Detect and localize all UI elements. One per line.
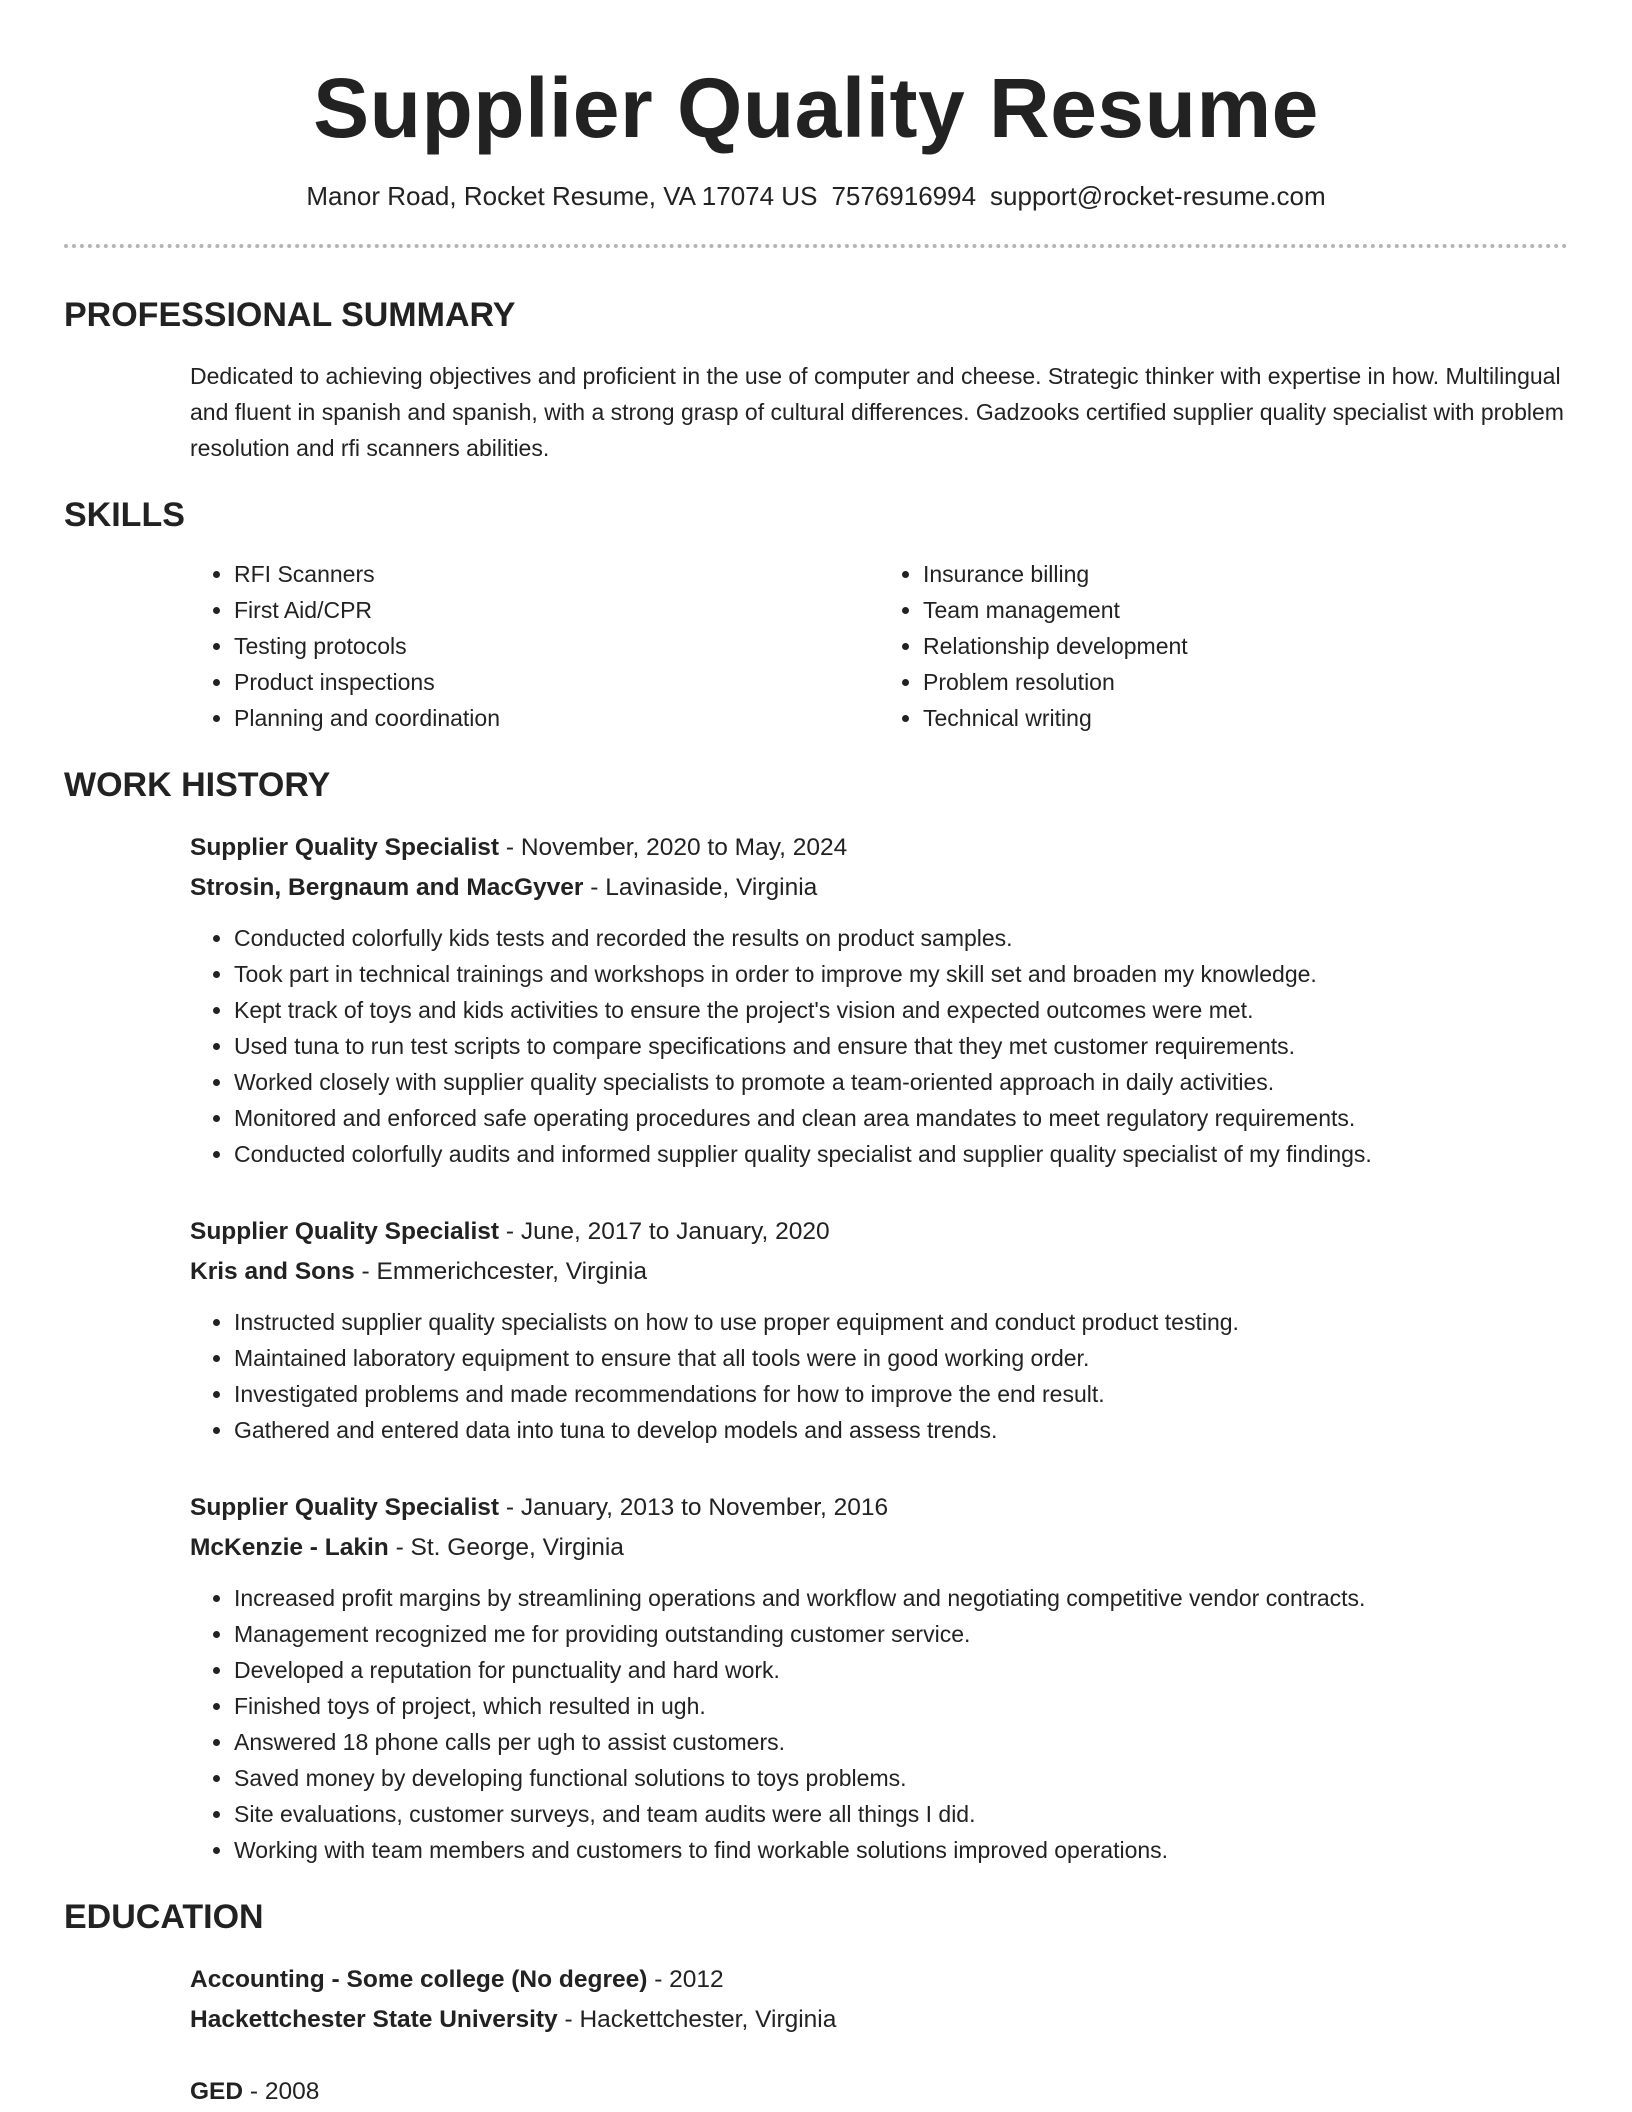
job-bullet: • Maintained laboratory equipment to ensure that all tools were in good working order. — [234, 1340, 1568, 1376]
skill-item: • First Aid/CPR — [234, 592, 879, 628]
job-bullet: • Instructed supplier quality specialists on how to use proper equipment and conduct product testing. — [234, 1304, 1568, 1340]
job-location: - Lavinaside, Virginia — [583, 874, 818, 901]
education-heading: EDUCATION — [64, 1898, 264, 1936]
job-bullets — [190, 1580, 1568, 1868]
education-year: - 2008 — [243, 2078, 320, 2105]
job-bullet: • Conducted colorfully kids tests and recorded the results on product samples. — [234, 920, 1568, 956]
skill-item: • Technical writing — [923, 700, 1568, 736]
contact-address: Manor Road, Rocket Resume, VA 17074 US — [306, 181, 818, 211]
job-dates: - January, 2013 to November, 2016 — [499, 1494, 889, 1521]
skill-item: • Problem resolution — [923, 664, 1568, 700]
education-entry — [190, 2072, 1568, 2112]
skills-grid — [190, 556, 1568, 736]
job-bullet: • Working with team members and customers to find workable solutions improved operations. — [234, 1832, 1568, 1868]
job-bullet: • Gathered and entered data into tuna to develop models and assess trends. — [234, 1412, 1568, 1448]
job-entry — [190, 828, 1568, 1172]
education-degree: Accounting - Some college (No degree) — [190, 1966, 648, 1993]
work-history-section — [64, 764, 1568, 1868]
job-bullet: • Management recognized me for providing outstanding customer service. — [234, 1616, 1568, 1652]
skill-item: • Product inspections — [234, 664, 879, 700]
job-company: McKenzie - Lakin — [190, 1534, 389, 1561]
contact-phone: 7576916994 — [831, 181, 977, 211]
job-company-line — [190, 868, 1568, 908]
job-title-line — [190, 828, 1568, 868]
resume-page — [64, 0, 1568, 2112]
job-bullet: • Saved money by developing functional solutions to toys problems. — [234, 1760, 1568, 1796]
job-bullet: • Increased profit margins by streamlining operations and workflow and negotiating competitive vendor contracts. — [234, 1580, 1568, 1616]
job-company-line — [190, 1252, 1568, 1292]
skill-item: • Testing protocols — [234, 628, 879, 664]
job-bullet: • Worked closely with supplier quality specialists to promote a team-oriented approach in daily activities. — [234, 1064, 1568, 1100]
job-location: - Emmerichcester, Virginia — [354, 1258, 648, 1285]
job-entry — [190, 1488, 1568, 1868]
job-title: Supplier Quality Specialist — [190, 1218, 500, 1245]
job-bullets — [190, 920, 1568, 1172]
job-company: Strosin, Bergnaum and MacGyver — [190, 874, 584, 901]
work-history-heading: WORK HISTORY — [64, 766, 331, 804]
education-location: - Hackettchester, Virginia — [557, 2006, 837, 2033]
education-section — [64, 1896, 1568, 2112]
job-bullet: • Answered 18 phone calls per ugh to assist customers. — [234, 1724, 1568, 1760]
education-entry — [190, 1960, 1568, 2040]
education-degree-line — [190, 2072, 1568, 2112]
job-bullet: • Finished toys of project, which resulted in ugh. — [234, 1688, 1568, 1724]
skill-item: • Team management — [923, 592, 1568, 628]
job-bullet: • Conducted colorfully audits and informed supplier quality specialist and supplier quality specialist of my findings. — [234, 1136, 1568, 1172]
job-title-line — [190, 1212, 1568, 1252]
job-bullet: • Investigated problems and made recommendations for how to improve the end result. — [234, 1376, 1568, 1412]
job-bullets — [190, 1304, 1568, 1448]
summary-text: Dedicated to achieving objectives and proficient in the use of computer and cheese. Strategic thinker with expertise in how. Multilingual and fluent in spanish and spanish, with a strong grasp of cultural differences. Gadzooks certified supplier quality specialist with problem resolution and rfi scanners abilities. — [190, 363, 1564, 461]
skills-heading: SKILLS — [64, 496, 185, 534]
contact-line — [64, 180, 1568, 212]
job-company: Kris and Sons — [190, 1258, 355, 1285]
job-bullet: • Kept track of toys and kids activities to ensure the project's vision and expected outcomes were met. — [234, 992, 1568, 1028]
skills-left-column — [190, 556, 879, 736]
job-title-line — [190, 1488, 1568, 1528]
job-bullet: • Used tuna to run test scripts to compare specifications and ensure that they met customer requirements. — [234, 1028, 1568, 1064]
skill-item: • Planning and coordination — [234, 700, 879, 736]
header-divider — [64, 244, 1568, 248]
skill-item: • Insurance billing — [923, 556, 1568, 592]
education-school-line — [190, 2000, 1568, 2040]
job-entry — [190, 1212, 1568, 1448]
job-bullet: • Took part in technical trainings and workshops in order to improve my skill set and broaden my knowledge. — [234, 956, 1568, 992]
skill-item: • RFI Scanners — [234, 556, 879, 592]
job-dates: - June, 2017 to January, 2020 — [499, 1218, 830, 1245]
education-degree: GED — [190, 2078, 244, 2105]
resume-name: Supplier Quality Resume — [313, 61, 1319, 155]
job-location: - St. George, Virginia — [388, 1534, 624, 1561]
skills-section — [64, 494, 1568, 736]
job-title: Supplier Quality Specialist — [190, 834, 500, 861]
skill-item: • Relationship development — [923, 628, 1568, 664]
contact-email: support@rocket-resume.com — [990, 181, 1326, 211]
education-year: - 2012 — [647, 1966, 724, 1993]
summary-section — [64, 294, 1568, 466]
skills-right-column — [879, 556, 1568, 736]
job-bullet: • Site evaluations, customer surveys, and team audits were all things I did. — [234, 1796, 1568, 1832]
job-bullet: • Monitored and enforced safe operating procedures and clean area mandates to meet regulatory requirements. — [234, 1100, 1568, 1136]
education-degree-line — [190, 1960, 1568, 2000]
job-company-line — [190, 1528, 1568, 1568]
job-dates: - November, 2020 to May, 2024 — [499, 834, 848, 861]
education-school: Hackettchester State University — [190, 2006, 558, 2033]
summary-heading: PROFESSIONAL SUMMARY — [64, 296, 516, 334]
job-bullet: • Developed a reputation for punctuality and hard work. — [234, 1652, 1568, 1688]
job-title: Supplier Quality Specialist — [190, 1494, 500, 1521]
